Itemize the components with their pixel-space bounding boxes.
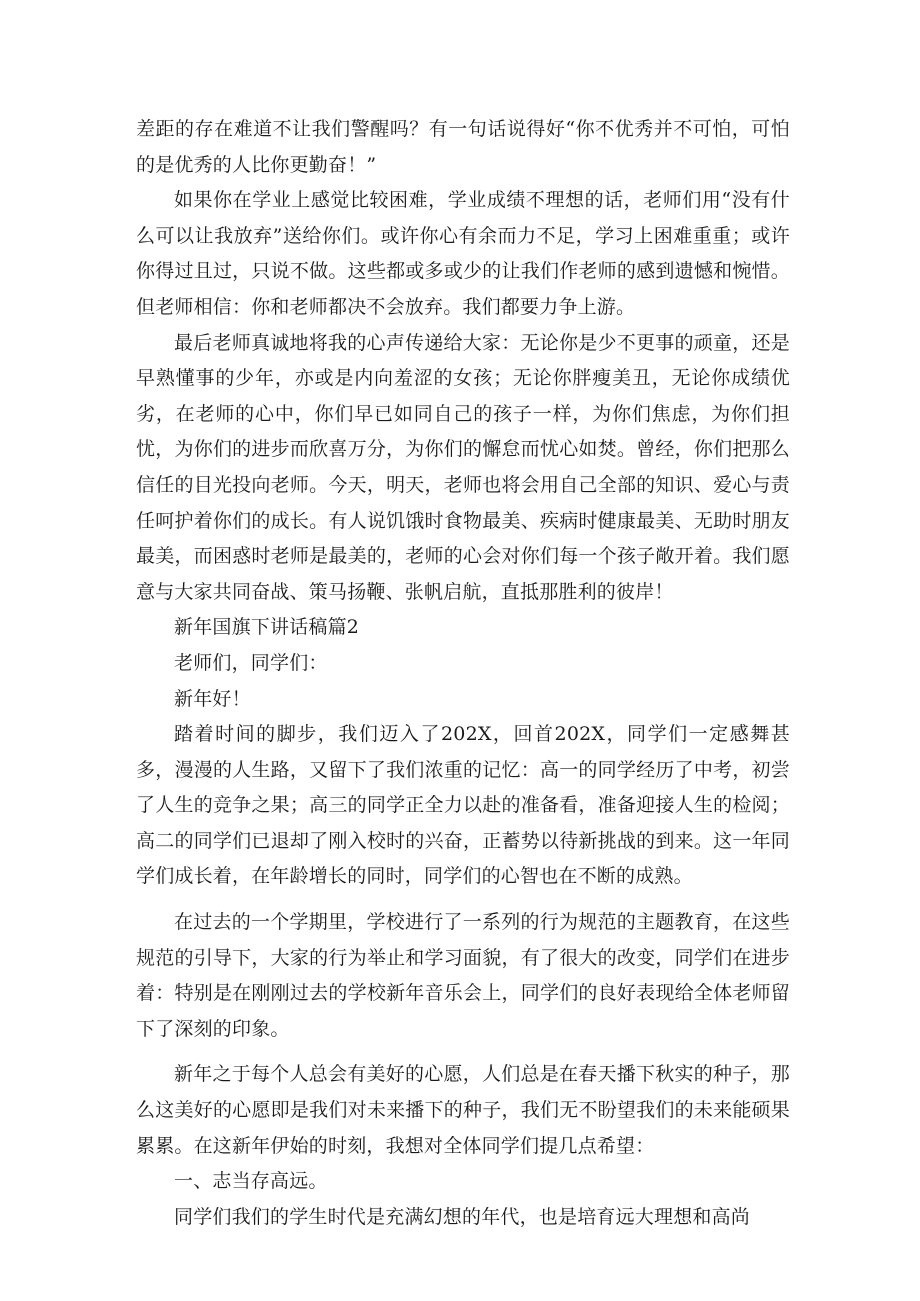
paragraph: 最后老师真诚地将我的心声传递给大家：无论你是少不更事的顽童，还是早熟懂事的少年，亦或是内向羞涩的女孩；无论你胖瘦美丑，无论你成绩优劣，在老师的心中，你们早已如同自己的孩子一样，为你们焦虑，为你们担忧，为你们的进步而欣喜万分，为你们的懈怠而忧心如焚。曾经，你们把那么信任的目光投向老师。今天，明天，老师也将会用自己全部的知识、爱心与责任呵护着你们的成长。有人说饥饿时食物最美、疾病时健康最美、无助时朋友最美，而困惑时老师是最美的，老师的心会对你们每一个孩子敞开着。我们愿意与大家共同奋战、策马扬鞭、张帆启航，直抵那胜利的彼岸！ [136,331,790,603]
section-heading: 新年国旗下讲话稿篇2 [174,616,360,639]
document-body [136,112,790,1235]
greeting: 新年好！ [174,687,251,710]
paragraph: 新年之于每个人总会有美好的心愿，人们总是在春天播下秋实的种子，那么这美好的心愿即是我们对未来播下的种子，我们无不盼望我们的未来能硕果累累。在这新年伊始的时刻，我想对全体同学们提几点希望： [136,1063,790,1157]
paragraph: 如果你在学业上感觉比较困难，学业成绩不理想的话，老师们用“没有什么可以让我放弃”送给你们。或许你心有余而力不足，学习上困难重重；或许你得过且过，只说不做。这些都或多或少的让我们作老师的感到遗憾和惋惜。但老师相信：你和老师都决不会放弃。我们都要力争上游。 [136,189,790,318]
paragraph: 差距的存在难道不让我们警醒吗？有一句话说得好“你不优秀并不可怕，可怕的是优秀的人比你更勤奋！” [136,118,790,176]
paragraph: 同学们我们的学生时代是充满幻想的年代，也是培育远大理想和高尚 [174,1205,751,1228]
salutation: 老师们，同学们： [174,651,328,674]
list-heading: 一、志当存高远。 [174,1170,328,1193]
paragraph: 踏着时间的脚步，我们迈入了202X，回首202X，同学们一定感舞甚多，漫漫的人生路，又留下了我们浓重的记忆：高一的同学经历了中考，初尝了人生的竞争之果；高三的同学正全力以赴的准备看，准备迎接人生的检阅；高二的同学们已退却了刚入校时的兴奋，正蓄势以待新挑战的到来。这一年同学们成长着，在年龄增长的同时，同学们的心智也在不断的成熟。 [136,723,790,888]
paragraph: 在过去的一个学期里，学校进行了一系列的行为规范的主题教育，在这些规范的引导下，大家的行为举止和学习面貌，有了很大的改变，同学们在进步着：特别是在刚刚过去的学校新年音乐会上，同学们的良好表现给全体老师留下了深刻的印象。 [136,911,790,1040]
